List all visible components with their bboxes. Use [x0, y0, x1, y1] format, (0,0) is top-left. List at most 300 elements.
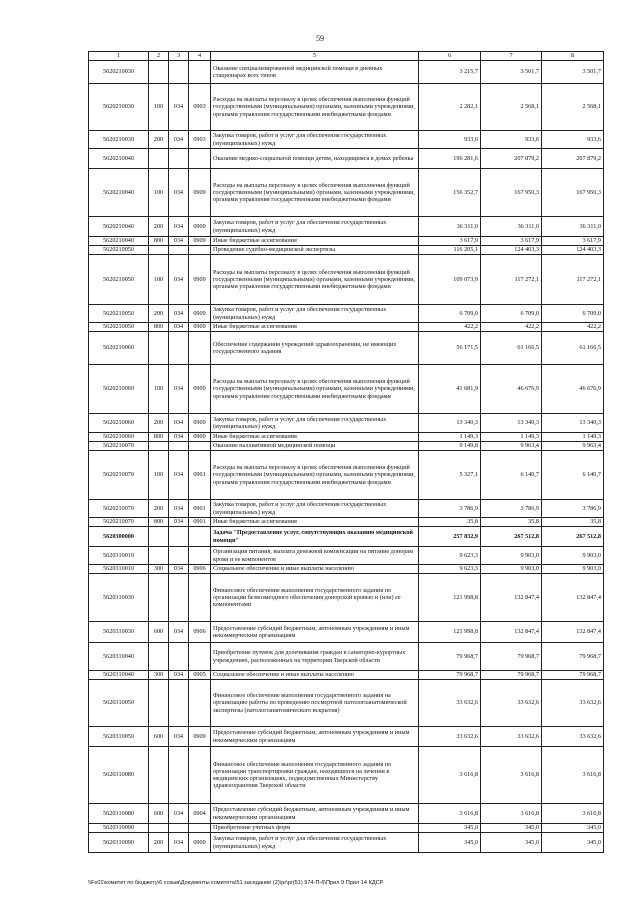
cell-value-year1: 9 149,8 — [419, 442, 481, 451]
cell-value-year3: 9 903,0 — [542, 565, 604, 574]
cell-name: Задача "Предоставление услуг, сопутствующих оказанию медицинской помощи" — [211, 527, 419, 547]
cell-department — [169, 680, 189, 727]
cell-value-year3: 3 616,8 — [542, 747, 604, 804]
cell-department — [169, 547, 189, 565]
cell-name: Расходы на выплаты персоналу в целях обеспечения выполнения функций государственными (муниципальными) органами, казенными учреждениями, органами управления государственными внебюджетными фондами — [211, 365, 419, 414]
column-header: 5 — [211, 52, 419, 61]
cell-value-year2: 345,0 — [481, 824, 542, 833]
cell-code: 5620210040 — [89, 237, 149, 246]
cell-value-year2: 422,2 — [481, 323, 542, 332]
cell-value-year2: 35,8 — [481, 518, 542, 527]
cell-value-year2: 267 512,8 — [481, 527, 542, 547]
cell-code: 5620310010 — [89, 547, 149, 565]
cell-name: Приобретение учетных форм — [211, 824, 419, 833]
cell-value-year2: 9 903,0 — [481, 565, 542, 574]
table-row — [89, 237, 604, 246]
cell-value-year1: 6 709,0 — [419, 305, 481, 323]
cell-value-year2: 6 709,0 — [481, 305, 542, 323]
cell-name: Иные бюджетные ассигнования — [211, 433, 419, 442]
table-row — [89, 442, 604, 451]
cell-value-year3: 3 617,9 — [542, 237, 604, 246]
table-row — [89, 727, 604, 747]
cell-value-year3: 422,2 — [542, 323, 604, 332]
cell-expense-type: 200 — [149, 131, 169, 149]
cell-value-year3: 9 903,0 — [542, 547, 604, 565]
cell-value-year2: 124 403,3 — [481, 246, 542, 255]
cell-name: Расходы на выплаты персоналу в целях обеспечения выполнения функций государственными (муниципальными) органами, казенными учреждениями, органами управления государственными внебюджетными фондами — [211, 451, 419, 500]
cell-code: 5620210040 — [89, 217, 149, 237]
cell-expense-type — [149, 149, 169, 169]
cell-name: Проведение судебно-медицинской экспертизы — [211, 246, 419, 255]
cell-name: Иные бюджетные ассигнования — [211, 518, 419, 527]
cell-expense-type — [149, 643, 169, 671]
cell-expense-type — [149, 547, 169, 565]
cell-code: 5620310030 — [89, 622, 149, 643]
table-row — [89, 824, 604, 833]
cell-name: Предоставление субсидий бюджетным, автономным учреждениям и иным некоммерческим организациям — [211, 727, 419, 747]
cell-section: 0909 — [189, 217, 211, 237]
cell-department — [169, 824, 189, 833]
cell-section — [189, 246, 211, 255]
cell-value-year2: 2 568,1 — [481, 84, 542, 131]
cell-expense-type: 600 — [149, 622, 169, 643]
cell-code: 5620210070 — [89, 451, 149, 500]
cell-department — [169, 527, 189, 547]
cell-code: 5620310010 — [89, 565, 149, 574]
cell-section — [189, 643, 211, 671]
cell-value-year2: 1 149,3 — [481, 433, 542, 442]
cell-value-year1: 41 681,9 — [419, 365, 481, 414]
cell-value-year1: 116 205,1 — [419, 246, 481, 255]
cell-expense-type: 100 — [149, 169, 169, 217]
cell-name: Закупка товаров, работ и услуг для обеспечения государственных (муниципальных) нужд — [211, 217, 419, 237]
cell-name: Финансовое обеспечение выполнения государственного задания по организации безвозмездного обеспечения донорской кровью и (или) ее компонентами — [211, 574, 419, 622]
cell-section: 0909 — [189, 727, 211, 747]
cell-department: 034 — [169, 365, 189, 414]
cell-section: 0909 — [189, 323, 211, 332]
cell-department: 034 — [169, 84, 189, 131]
cell-value-year1: 56 171,5 — [419, 332, 481, 365]
cell-section: 0901 — [189, 451, 211, 500]
table-row — [89, 61, 604, 84]
table-row — [89, 433, 604, 442]
cell-expense-type — [149, 527, 169, 547]
cell-value-year2: 3 617,9 — [481, 237, 542, 246]
cell-name: Оказание медико-социальной помощи детям, находящимся в домах ребенка — [211, 149, 419, 169]
cell-value-year1: 3 786,9 — [419, 500, 481, 518]
cell-value-year3: 6 709,0 — [542, 305, 604, 323]
cell-value-year2: 33 632,6 — [481, 727, 542, 747]
cell-name: Расходы на выплаты персоналу в целях обеспечения выполнения функций государственными (муниципальными) органами, казенными учреждениями, органами управления государственными внебюджетными фондами — [211, 255, 419, 305]
column-header: 8 — [542, 52, 604, 61]
cell-expense-type: 200 — [149, 500, 169, 518]
cell-value-year2: 207 879,2 — [481, 149, 542, 169]
cell-code: 5620210060 — [89, 433, 149, 442]
cell-value-year1: 3 616,8 — [419, 747, 481, 804]
cell-value-year3: 124 403,3 — [542, 246, 604, 255]
cell-expense-type — [149, 680, 169, 727]
cell-department: 034 — [169, 237, 189, 246]
cell-name: Организация питания, выплата денежной компенсации на питание донорам крови и ее компонентов — [211, 547, 419, 565]
cell-expense-type: 600 — [149, 727, 169, 747]
cell-code: 5620210030 — [89, 84, 149, 131]
cell-value-year3: 3 616,8 — [542, 804, 604, 824]
table-row — [89, 169, 604, 217]
cell-value-year3: 132 847,4 — [542, 574, 604, 622]
table-row — [89, 518, 604, 527]
table-row — [89, 305, 604, 323]
cell-name: Предоставление субсидий бюджетным, автономным учреждениям и иным некоммерческим организациям — [211, 622, 419, 643]
cell-section: 0903 — [189, 131, 211, 149]
table-row — [89, 574, 604, 622]
cell-value-year2: 117 272,1 — [481, 255, 542, 305]
cell-department — [169, 61, 189, 84]
cell-department: 034 — [169, 255, 189, 305]
cell-name: Закупка товаров, работ и услуг для обеспечения государственных (муниципальных) нужд — [211, 833, 419, 853]
cell-value-year1: 121 998,8 — [419, 622, 481, 643]
cell-name: Финансовое обеспечение выполнения государственного задания по организации транспортировки граждан, находящихся на лечении в медицинских организациях, подведомственных Министерству здравоохранения Тверской области — [211, 747, 419, 804]
cell-code: 5620210050 — [89, 246, 149, 255]
cell-expense-type: 200 — [149, 305, 169, 323]
cell-value-year2: 3 616,8 — [481, 747, 542, 804]
table-row — [89, 217, 604, 237]
cell-value-year2: 61 166,5 — [481, 332, 542, 365]
cell-expense-type: 200 — [149, 414, 169, 433]
cell-value-year3: 345,0 — [542, 833, 604, 853]
cell-department: 034 — [169, 451, 189, 500]
table-row — [89, 323, 604, 332]
column-header: 1 — [89, 52, 149, 61]
cell-section: 0909 — [189, 237, 211, 246]
cell-section: 0903 — [189, 84, 211, 131]
cell-name: Закупка товаров, работ и услуг для обеспечения государственных (муниципальных) нужд — [211, 500, 419, 518]
cell-value-year3: 9 963,4 — [542, 442, 604, 451]
cell-section: 0901 — [189, 518, 211, 527]
cell-value-year3: 933,6 — [542, 131, 604, 149]
cell-name: Приобретение путевок для долечивания граждан в санаторно-курортных учреждениях, расположенных на территории Тверской области — [211, 643, 419, 671]
table-row — [89, 332, 604, 365]
cell-value-year1: 156 352,7 — [419, 169, 481, 217]
cell-value-year3: 46 676,9 — [542, 365, 604, 414]
cell-name: Оказание специализированной медицинской помощи в дневных стационарах всех типов — [211, 61, 419, 84]
cell-value-year2: 3 616,8 — [481, 804, 542, 824]
table-row — [89, 804, 604, 824]
cell-department: 034 — [169, 727, 189, 747]
cell-department: 034 — [169, 518, 189, 527]
cell-name: Иные бюджетные ассигнования — [211, 237, 419, 246]
cell-value-year1: 9 623,3 — [419, 547, 481, 565]
cell-value-year3: 33 632,6 — [542, 727, 604, 747]
cell-department: 034 — [169, 169, 189, 217]
column-header: 3 — [169, 52, 189, 61]
cell-value-year2: 33 632,6 — [481, 680, 542, 727]
cell-expense-type — [149, 332, 169, 365]
cell-value-year1: 2 282,1 — [419, 84, 481, 131]
cell-value-year2: 79 968,7 — [481, 671, 542, 680]
cell-department: 034 — [169, 622, 189, 643]
cell-department: 034 — [169, 833, 189, 853]
cell-expense-type: 100 — [149, 451, 169, 500]
cell-expense-type: 100 — [149, 84, 169, 131]
table-row — [89, 500, 604, 518]
cell-value-year1: 3 616,8 — [419, 804, 481, 824]
cell-code: 5620210060 — [89, 332, 149, 365]
cell-value-year2: 6 140,7 — [481, 451, 542, 500]
cell-department — [169, 442, 189, 451]
cell-code: 5620300000 — [89, 527, 149, 547]
cell-value-year3: 132 847,4 — [542, 622, 604, 643]
cell-code: 5620310080 — [89, 804, 149, 824]
cell-section: 0909 — [189, 169, 211, 217]
table-row — [89, 131, 604, 149]
cell-department — [169, 149, 189, 169]
cell-value-year2: 167 950,3 — [481, 169, 542, 217]
cell-department: 034 — [169, 131, 189, 149]
table-row — [89, 255, 604, 305]
cell-code: 5620210070 — [89, 500, 149, 518]
column-header: 6 — [419, 52, 481, 61]
cell-expense-type: 100 — [149, 255, 169, 305]
table-row — [89, 643, 604, 671]
cell-section: 0904 — [189, 804, 211, 824]
cell-department: 034 — [169, 217, 189, 237]
cell-value-year2: 132 847,4 — [481, 574, 542, 622]
cell-expense-type: 800 — [149, 518, 169, 527]
cell-expense-type: 800 — [149, 323, 169, 332]
cell-expense-type: 100 — [149, 365, 169, 414]
cell-expense-type — [149, 574, 169, 622]
cell-expense-type — [149, 747, 169, 804]
cell-value-year3: 33 632,6 — [542, 680, 604, 727]
cell-department: 034 — [169, 323, 189, 332]
cell-department: 034 — [169, 433, 189, 442]
cell-expense-type: 200 — [149, 833, 169, 853]
table-row — [89, 149, 604, 169]
cell-value-year1: 196 281,6 — [419, 149, 481, 169]
cell-code: 5620210030 — [89, 61, 149, 84]
cell-section — [189, 149, 211, 169]
cell-expense-type — [149, 824, 169, 833]
cell-expense-type: 300 — [149, 671, 169, 680]
cell-value-year3: 167 950,3 — [542, 169, 604, 217]
cell-code: 5620310090 — [89, 833, 149, 853]
table-row — [89, 671, 604, 680]
cell-section — [189, 574, 211, 622]
table-row — [89, 246, 604, 255]
cell-code: 5620310090 — [89, 824, 149, 833]
cell-department: 034 — [169, 500, 189, 518]
cell-value-year2: 9 903,0 — [481, 547, 542, 565]
cell-value-year1: 3 215,7 — [419, 61, 481, 84]
table-row — [89, 547, 604, 565]
cell-value-year3: 207 879,2 — [542, 149, 604, 169]
cell-value-year2: 3 786,9 — [481, 500, 542, 518]
cell-code: 5620210070 — [89, 442, 149, 451]
cell-value-year1: 422,2 — [419, 323, 481, 332]
cell-code: 5620210070 — [89, 518, 149, 527]
cell-section: 0909 — [189, 433, 211, 442]
cell-code: 5620210030 — [89, 131, 149, 149]
table-row — [89, 747, 604, 804]
cell-code: 5620210050 — [89, 305, 149, 323]
cell-section: 0909 — [189, 255, 211, 305]
cell-code: 5620210040 — [89, 169, 149, 217]
cell-section: 0909 — [189, 305, 211, 323]
cell-section: 0906 — [189, 565, 211, 574]
cell-expense-type: 800 — [149, 237, 169, 246]
cell-code: 5620310040 — [89, 671, 149, 680]
cell-code: 5620210050 — [89, 323, 149, 332]
table-row — [89, 414, 604, 433]
cell-code: 5620310030 — [89, 574, 149, 622]
cell-value-year2: 46 676,9 — [481, 365, 542, 414]
cell-name: Предоставление субсидий бюджетным, автономным учреждениям и иным некоммерческим организациям — [211, 804, 419, 824]
cell-code: 5620210060 — [89, 414, 149, 433]
column-header: 7 — [481, 52, 542, 61]
table-row — [89, 451, 604, 500]
cell-section — [189, 680, 211, 727]
column-header: 4 — [189, 52, 211, 61]
cell-expense-type: 800 — [149, 433, 169, 442]
cell-name: Социальное обеспечение и иные выплаты населению — [211, 565, 419, 574]
cell-value-year1: 109 073,9 — [419, 255, 481, 305]
table-row — [89, 680, 604, 727]
cell-expense-type: 600 — [149, 804, 169, 824]
cell-value-year1: 933,6 — [419, 131, 481, 149]
cell-value-year3: 79 968,7 — [542, 643, 604, 671]
cell-name: Обеспечение содержания учреждений здравоохранения, не имеющих государственного задания — [211, 332, 419, 365]
cell-expense-type — [149, 442, 169, 451]
cell-section — [189, 442, 211, 451]
cell-department: 034 — [169, 305, 189, 323]
table-row — [89, 84, 604, 131]
cell-value-year2: 36 311,0 — [481, 217, 542, 237]
cell-value-year1: 3 617,9 — [419, 237, 481, 246]
table-row — [89, 622, 604, 643]
table-row — [89, 365, 604, 414]
cell-name: Финансовое обеспечение выполнения государственного задания на организацию работы по проведению посмертной патологоанатомической экспертизы (патологоанатомического вскрытия) — [211, 680, 419, 727]
cell-department — [169, 643, 189, 671]
cell-name: Иные бюджетные ассигнования — [211, 323, 419, 332]
cell-section — [189, 747, 211, 804]
cell-value-year3: 61 166,5 — [542, 332, 604, 365]
cell-department: 034 — [169, 804, 189, 824]
cell-section — [189, 332, 211, 365]
cell-value-year3: 1 149,3 — [542, 433, 604, 442]
cell-value-year1: 345,0 — [419, 824, 481, 833]
cell-value-year1: 13 340,3 — [419, 414, 481, 433]
table-header-row — [89, 52, 604, 61]
cell-name: Закупка товаров, работ и услуг для обеспечения государственных (муниципальных) нужд — [211, 414, 419, 433]
cell-value-year3: 117 272,1 — [542, 255, 604, 305]
cell-section: 0909 — [189, 365, 211, 414]
cell-department: 034 — [169, 565, 189, 574]
cell-value-year1: 9 623,3 — [419, 565, 481, 574]
page-number: 59 — [316, 34, 324, 43]
cell-value-year1: 5 327,1 — [419, 451, 481, 500]
cell-value-year3: 2 568,1 — [542, 84, 604, 131]
cell-value-year3: 6 140,7 — [542, 451, 604, 500]
cell-value-year3: 79 968,7 — [542, 671, 604, 680]
cell-section: 0901 — [189, 500, 211, 518]
cell-code: 5620210050 — [89, 255, 149, 305]
cell-expense-type — [149, 246, 169, 255]
cell-section: 0909 — [189, 833, 211, 853]
table-row — [89, 833, 604, 853]
cell-code: 5620210040 — [89, 149, 149, 169]
cell-section — [189, 527, 211, 547]
cell-code: 5620310040 — [89, 643, 149, 671]
cell-section — [189, 61, 211, 84]
table-row — [89, 565, 604, 574]
cell-section — [189, 547, 211, 565]
cell-name: Закупка товаров, работ и услуг для обеспечения государственных (муниципальных) нужд — [211, 305, 419, 323]
cell-value-year1: 79 968,7 — [419, 643, 481, 671]
cell-name: Оказание паллиативной медицинской помощи — [211, 442, 419, 451]
cell-value-year2: 345,0 — [481, 833, 542, 853]
cell-name: Закупка товаров, работ и услуг для обеспечения государственных (муниципальных) нужд — [211, 131, 419, 149]
cell-department — [169, 574, 189, 622]
cell-value-year3: 13 340,3 — [542, 414, 604, 433]
table-row — [89, 527, 604, 547]
cell-value-year1: 35,8 — [419, 518, 481, 527]
cell-department — [169, 332, 189, 365]
cell-value-year1: 79 968,7 — [419, 671, 481, 680]
cell-value-year1: 257 832,9 — [419, 527, 481, 547]
cell-value-year2: 132 847,4 — [481, 622, 542, 643]
cell-value-year3: 3 786,9 — [542, 500, 604, 518]
cell-value-year1: 1 149,3 — [419, 433, 481, 442]
cell-name: Социальное обеспечение и иные выплаты населению — [211, 671, 419, 680]
cell-value-year3: 3 501,7 — [542, 61, 604, 84]
cell-value-year2: 13 340,3 — [481, 414, 542, 433]
cell-department: 034 — [169, 671, 189, 680]
cell-value-year2: 9 963,4 — [481, 442, 542, 451]
footer-file-path: \\Fs01\комитет по бюджету\6 созыв\Документы комитета\51 заседание (2)\pr\pr(51) 974-П-6\Прил 9 Прил 14 КДСР — [88, 880, 384, 886]
column-header: 2 — [149, 52, 169, 61]
cell-name: Расходы на выплаты персоналу в целях обеспечения выполнения функций государственными (муниципальными) органами, казенными учреждениями, органами управления государственными внебюджетными фондами — [211, 84, 419, 131]
cell-code: 5620310050 — [89, 680, 149, 727]
cell-expense-type — [149, 61, 169, 84]
budget-table — [88, 51, 604, 853]
cell-value-year1: 121 998,8 — [419, 574, 481, 622]
cell-department — [169, 246, 189, 255]
cell-code: 5620310050 — [89, 727, 149, 747]
cell-value-year1: 33 632,6 — [419, 727, 481, 747]
cell-value-year1: 33 632,6 — [419, 680, 481, 727]
cell-value-year2: 79 968,7 — [481, 643, 542, 671]
cell-value-year3: 35,8 — [542, 518, 604, 527]
cell-value-year3: 345,0 — [542, 824, 604, 833]
cell-department: 034 — [169, 414, 189, 433]
cell-code: 5620310080 — [89, 747, 149, 804]
cell-section: 0906 — [189, 622, 211, 643]
cell-section: 0909 — [189, 414, 211, 433]
cell-name: Расходы на выплаты персоналу в целях обеспечения выполнения функций государственными (муниципальными) органами, казенными учреждениями, органами управления государственными внебюджетными фондами — [211, 169, 419, 217]
cell-section — [189, 824, 211, 833]
cell-section: 0905 — [189, 671, 211, 680]
cell-department — [169, 747, 189, 804]
cell-value-year3: 36 311,0 — [542, 217, 604, 237]
cell-value-year1: 36 311,0 — [419, 217, 481, 237]
cell-expense-type: 200 — [149, 217, 169, 237]
cell-value-year3: 267 512,8 — [542, 527, 604, 547]
cell-value-year2: 3 501,7 — [481, 61, 542, 84]
cell-code: 5620210060 — [89, 365, 149, 414]
cell-expense-type: 300 — [149, 565, 169, 574]
cell-value-year1: 345,0 — [419, 833, 481, 853]
cell-value-year2: 933,6 — [481, 131, 542, 149]
